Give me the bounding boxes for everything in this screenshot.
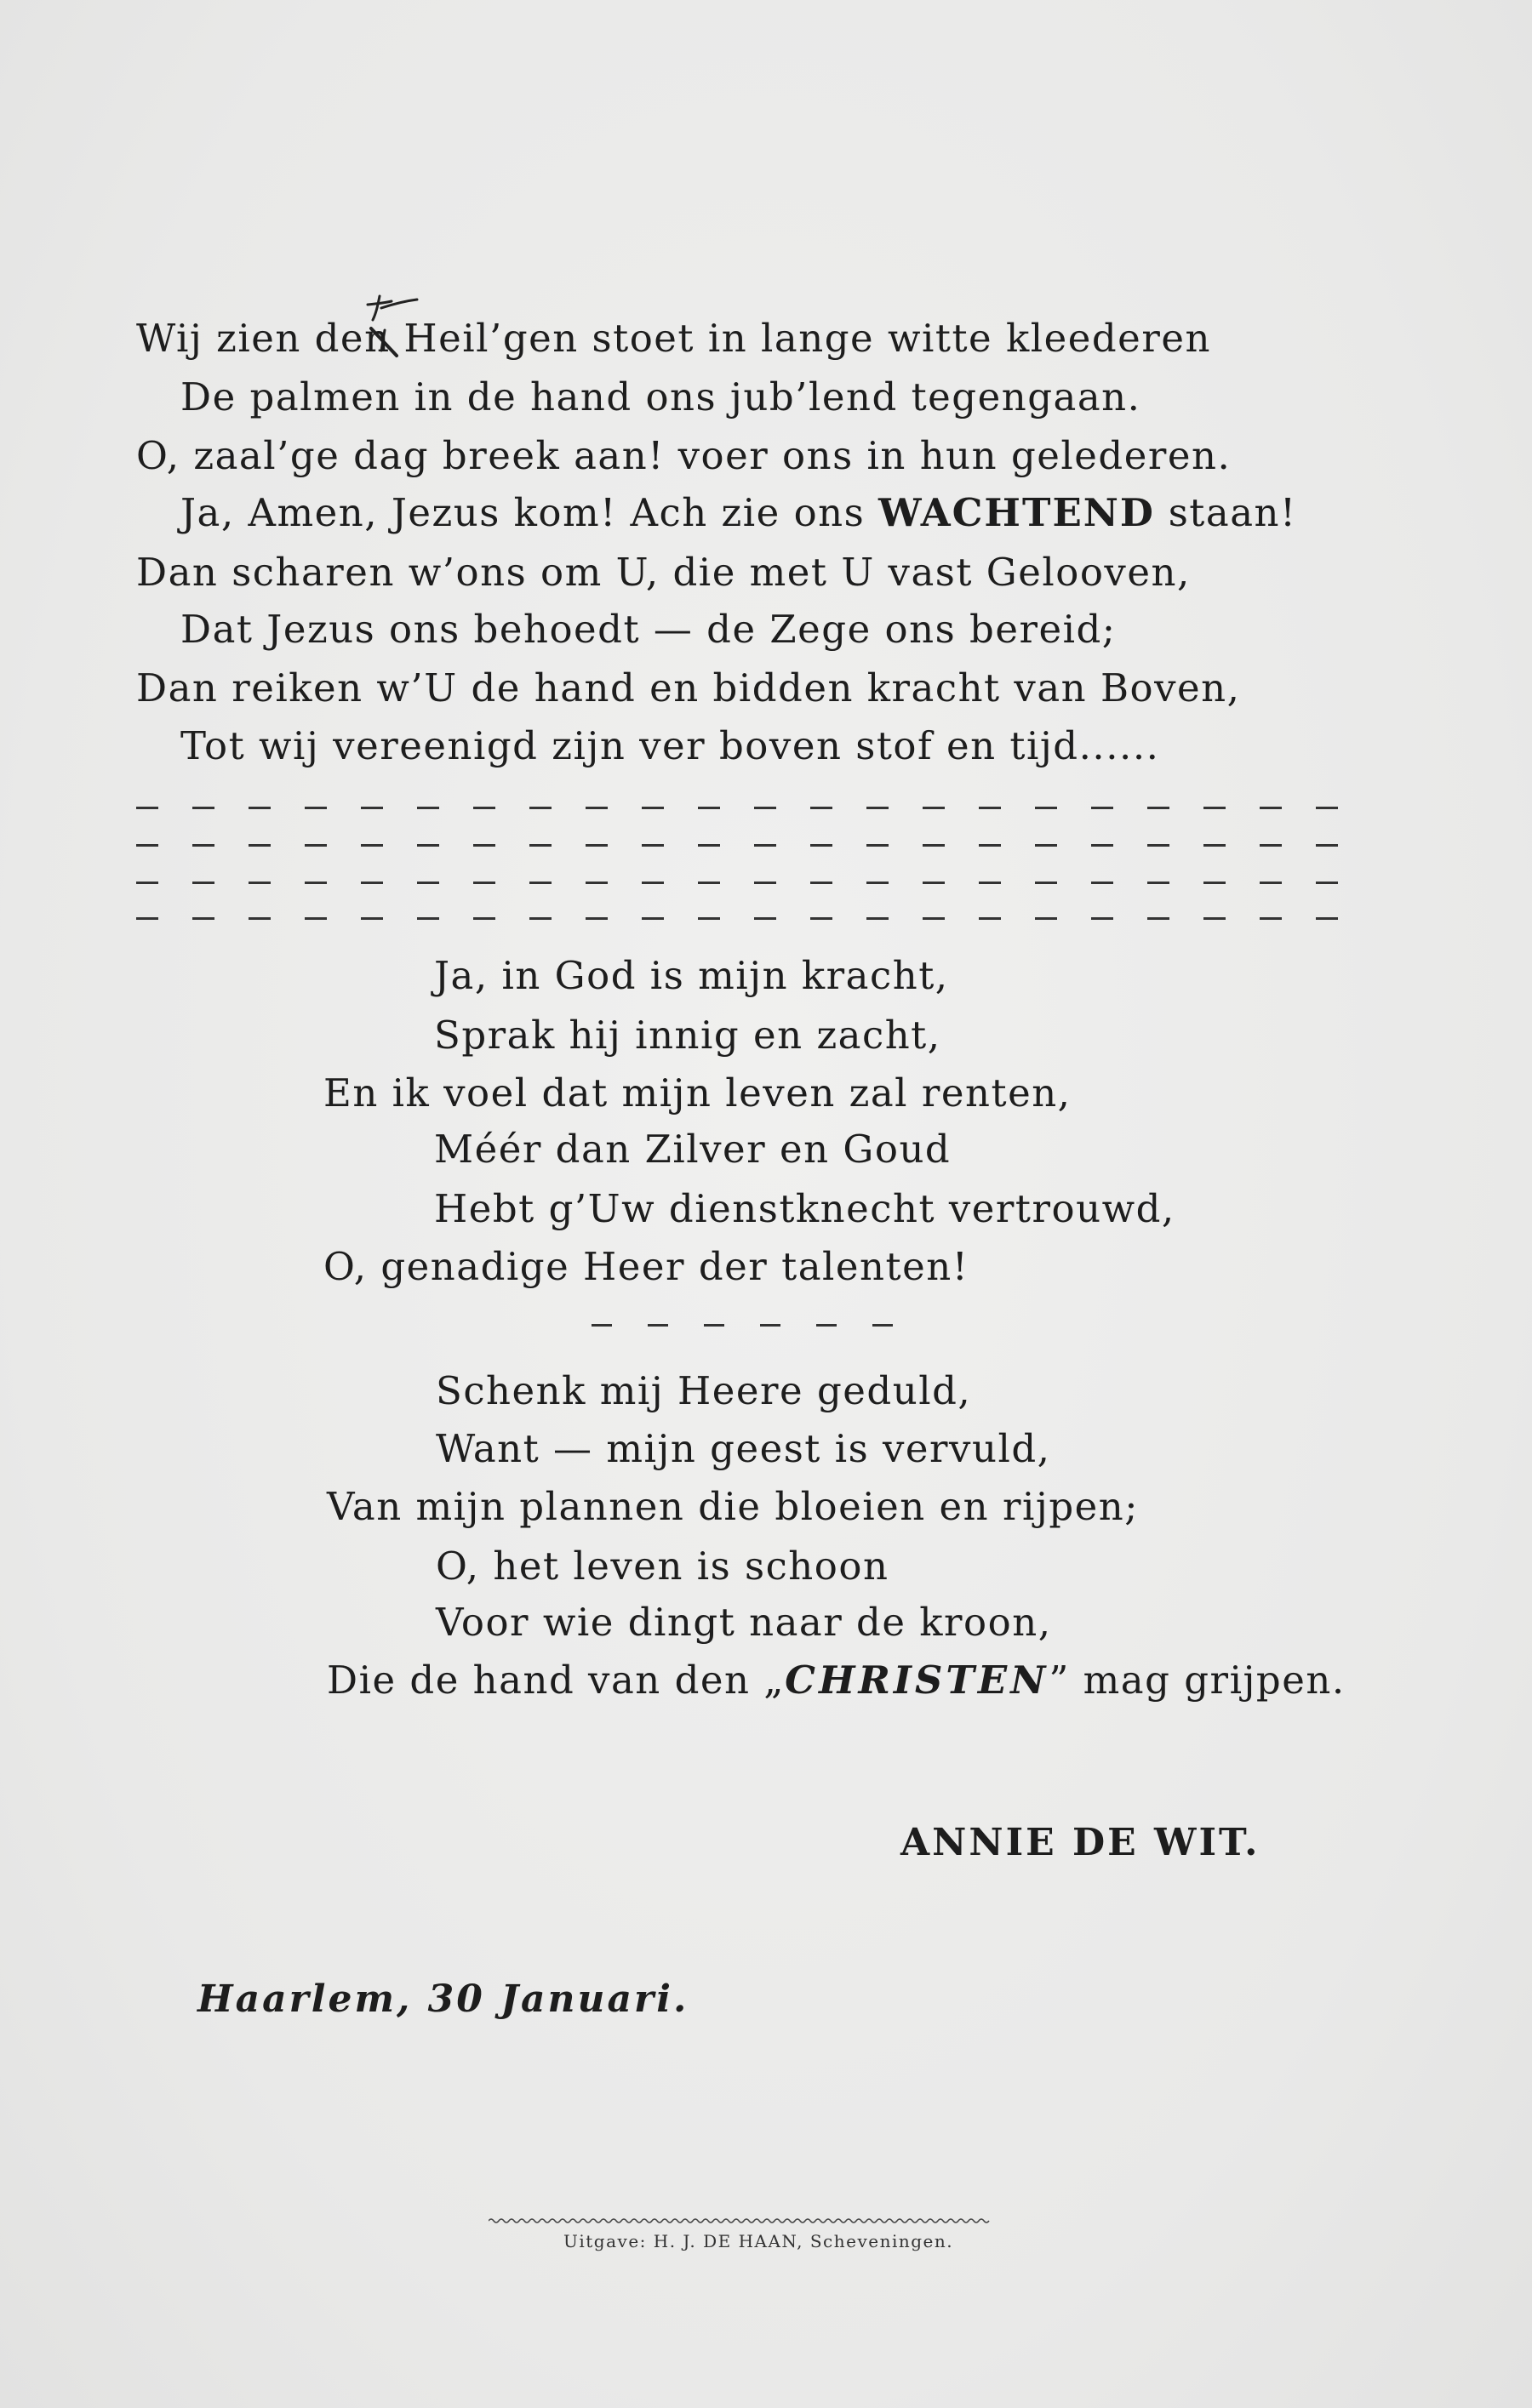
stanza3-line-6 — [327, 1658, 1346, 1703]
stanza3-line-3-text: Van mijn plannen die bloeien en rijpen; — [327, 1484, 1139, 1529]
stanza3-line-5 — [436, 1600, 1052, 1645]
stanza1-line-1-text: Wij zien den Heil’gen stoet in lange witte kleederen — [136, 316, 1211, 361]
stanza1-line-2 — [180, 374, 1141, 419]
stanza1-line-6-text: Dat Jezus ons behoedt — de Zege ons bereid; — [180, 607, 1117, 652]
stanza3-line-5-text: Voor wie dingt naar de kroon, — [436, 1600, 1052, 1645]
stanza2-line-2 — [434, 1013, 941, 1058]
stanza3-line-2-text: Want — mijn geest is vervuld, — [436, 1426, 1051, 1471]
author-name: ANNIE DE WIT. — [900, 1821, 1260, 1864]
stanza-separator — [592, 1324, 915, 1327]
stanza1-line-3-text: O, zaal’ge dag breek aan! voer ons in hun gelederen. — [136, 433, 1232, 478]
stanza3-line-6-italic: CHRISTEN — [785, 1658, 1049, 1703]
stanza1-line-8-text: Tot wij vereenigd zijn ver boven stof en tijd...... — [180, 723, 1160, 768]
stanza1-line-2-text: De palmen in de hand ons jub’lend tegengaan. — [180, 374, 1141, 419]
stanza3-line-6-end: ” mag grijpen. — [1049, 1658, 1346, 1703]
stanza2-line-6-text: O, genadige Heer der talenten! — [323, 1244, 969, 1289]
wavy-ornament-rule — [489, 2217, 991, 2224]
stanza1-line-8 — [180, 723, 1160, 768]
stanza2-line-5 — [434, 1186, 1175, 1231]
stanza2-line-1-text: Ja, in God is mijn kracht, — [434, 953, 949, 998]
dashed-divider-2 — [136, 844, 1353, 847]
stanza1-line-5-text: Dan scharen w’ons om U, die met U vast Gelooven, — [136, 550, 1191, 595]
stanza2-line-5-text: Hebt g’Uw dienstknecht vertrouwd, — [434, 1186, 1175, 1231]
stanza1-line-4-end: staan! — [1154, 490, 1297, 535]
stanza3-line-4-text: O, het leven is schoon — [436, 1544, 889, 1589]
stanza2-line-3 — [323, 1070, 1072, 1116]
stanza1-line-7 — [136, 665, 1241, 710]
dashed-divider-3 — [136, 882, 1353, 884]
stanza2-line-2-text: Sprak hij innig en zacht, — [434, 1013, 941, 1058]
stanza1-line-4-text: Ja, Amen, Jezus kom! Ach zie ons — [180, 490, 879, 535]
stanza1-line-3 — [136, 433, 1232, 478]
stanza3-line-4 — [436, 1544, 889, 1589]
stanza2-line-6 — [323, 1244, 969, 1289]
place-date: Haarlem, 30 Januari. — [197, 1977, 689, 2021]
stanza3-line-1 — [436, 1368, 972, 1413]
publisher-imprint: Uitgave: H. J. DE HAAN, Scheveningen. — [563, 2231, 954, 2251]
stanza3-line-6-text: Die de hand van den „ — [327, 1658, 786, 1703]
stanza1-line-4 — [180, 490, 1297, 535]
dashed-divider-1 — [136, 807, 1353, 809]
stanza1-line-4-bold: WACHTEND — [878, 490, 1155, 535]
stanza3-line-3 — [327, 1484, 1139, 1529]
stanza2-line-3-text: En ik voel dat mijn leven zal renten, — [323, 1070, 1072, 1116]
stanza1-line-7-text: Dan reiken w’U de hand en bidden kracht van Boven, — [136, 665, 1241, 710]
stanza1-line-6 — [180, 607, 1117, 652]
stanza3-line-1-text: Schenk mij Heere geduld, — [436, 1368, 972, 1413]
stanza2-line-1 — [434, 953, 949, 998]
stanza2-line-4-text: Méér dan Zilver en Goud — [434, 1127, 952, 1172]
dashed-divider-4 — [136, 917, 1353, 920]
stanza2-line-4 — [434, 1127, 952, 1172]
stanza1-line-1 — [136, 316, 1211, 361]
stanza3-line-2 — [436, 1426, 1051, 1471]
stanza1-line-5 — [136, 550, 1191, 595]
